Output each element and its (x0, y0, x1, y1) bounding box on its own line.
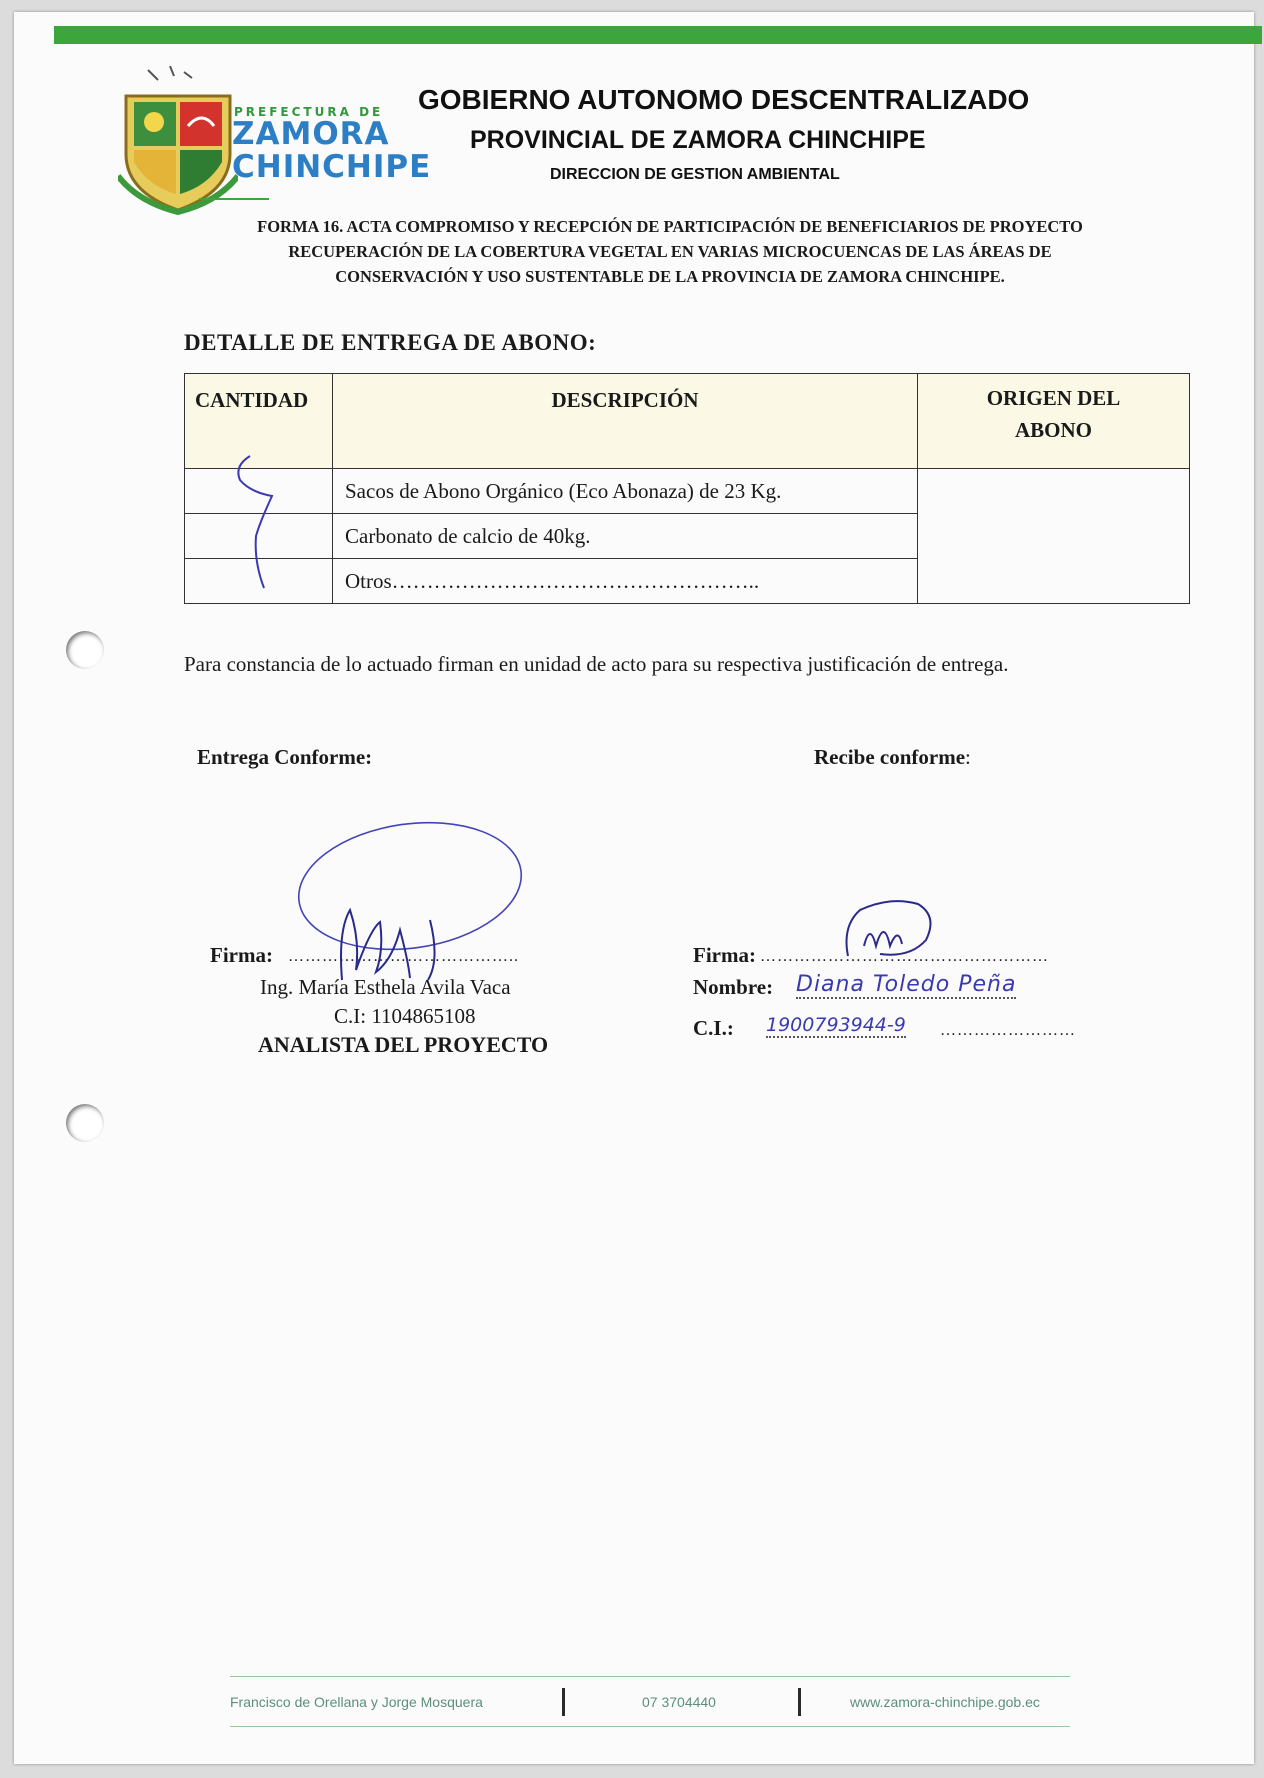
header-origen (918, 374, 1190, 469)
cell-descripcion: Carbonato de calcio de 40kg. (333, 514, 918, 559)
cell-cantidad (185, 514, 333, 559)
recibe-ci-dots: …………………… (940, 1022, 1076, 1039)
org-name-line2: PROVINCIAL DE ZAMORA CHINCHIPE (470, 126, 926, 154)
entrega-firma-label: Firma: (210, 943, 273, 967)
form-title-line3: CONSERVACIÓN Y USO SUSTENTABLE DE LA PROVINCIA DE ZAMORA CHINCHIPE. (335, 267, 1005, 286)
brand-prefectura-label: PREFECTURA DE (234, 105, 384, 119)
entrega-name: Ing. María Esthela Avila Vaca (260, 975, 511, 999)
recibe-ci-value: 1900793944-9 (766, 1014, 906, 1036)
footer-address: Francisco de Orellana y Jorge Mosquera (230, 1694, 483, 1710)
recibe-ci-label: C.I.: (693, 1016, 734, 1040)
prefecture-coat-of-arms-logo (118, 66, 238, 216)
recibe-nombre-value: Diana Toledo Peña (796, 972, 1017, 997)
cell-descripcion: Otros…………………………………………….. (333, 559, 918, 604)
entrega-label: Entrega Conforme: (197, 745, 373, 769)
footer-bottom-rule (230, 1726, 1070, 1727)
form-title-line1: FORMA 16. ACTA COMPROMISO Y RECEPCIÓN DE PARTICIPACIÓN DE BENEFICIARIOS DE PROYECTO (257, 217, 1083, 236)
entrega-ci: C.I: 1104865108 (334, 1004, 476, 1028)
punch-hole-bottom (66, 1104, 104, 1142)
cell-cantidad (185, 559, 333, 604)
cell-descripcion: Sacos de Abono Orgánico (Eco Abonaza) de 23 Kg. (333, 469, 918, 514)
constancia-text: Para constancia de lo actuado firman en unidad de acto para su respectiva justificación de entrega. (184, 652, 1009, 676)
header-cantidad: CANTIDAD (185, 374, 333, 469)
recibe-label-text: Recibe conforme (814, 745, 966, 769)
cell-origen (918, 469, 1190, 604)
recibe-label-colon: : (965, 745, 971, 769)
brand-chinchipe: CHINCHIPE (232, 149, 432, 185)
recibe-firma-label: Firma: (693, 943, 756, 967)
delivery-table (184, 373, 1190, 604)
footer-separator (798, 1688, 801, 1716)
recibe-nombre-label: Nombre: (693, 975, 774, 999)
brand-zamora: ZAMORA (232, 116, 390, 152)
footer-website[interactable]: www.zamora-chinchipe.gob.ec (850, 1694, 1040, 1710)
punch-hole-top (66, 631, 104, 669)
recibe-label (814, 745, 971, 770)
table-header-row (185, 374, 1190, 469)
logo-divider (199, 198, 269, 200)
org-department: DIRECCION DE GESTION AMBIENTAL (550, 166, 840, 183)
entrega-role: ANALISTA DEL PROYECTO (258, 1032, 549, 1057)
form-title-line2: RECUPERACIÓN DE LA COBERTURA VEGETAL EN VARIAS MICROCUENCAS DE LAS ÁREAS DE (288, 242, 1052, 261)
org-name-line1: GOBIERNO AUTONOMO DESCENTRALIZADO (418, 84, 1030, 115)
table-row (185, 469, 1190, 514)
form-title (190, 214, 1150, 289)
header-descripcion: DESCRIPCIÓN (333, 374, 918, 469)
header-origen-line1: ORIGEN DEL (986, 386, 1121, 410)
header-origen-line2: ABONO (1014, 418, 1092, 442)
footer-phone: 07 3704440 (642, 1694, 716, 1710)
section-title: DETALLE DE ENTREGA DE ABONO: (184, 330, 597, 355)
footer-separator (562, 1688, 565, 1716)
cell-cantidad (185, 469, 333, 514)
footer-top-rule (230, 1676, 1070, 1677)
recibe-firma-dots: …………………………………………… (760, 948, 1049, 965)
header-green-bar (54, 26, 1262, 44)
entrega-firma-dots: ………………………………….. (288, 948, 519, 965)
